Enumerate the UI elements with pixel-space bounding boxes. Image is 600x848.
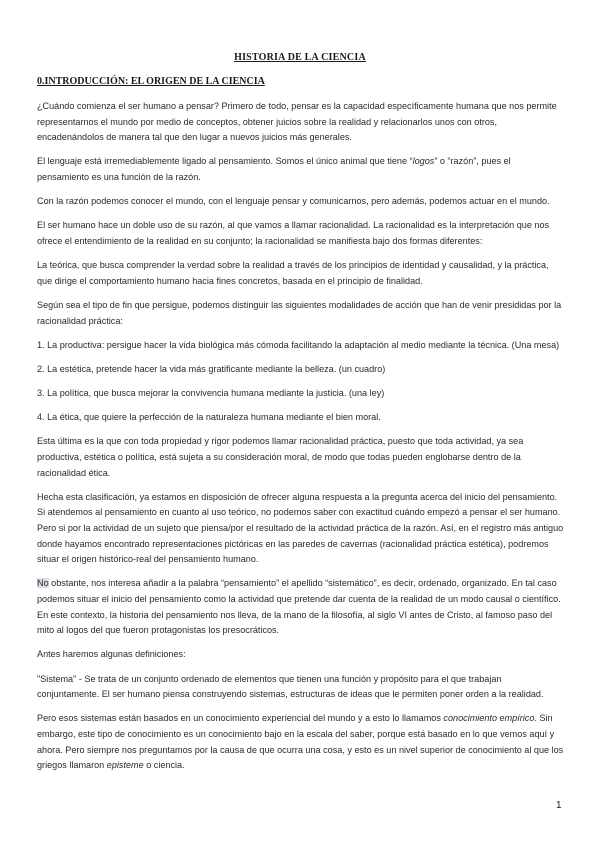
list-item: 4. La ética, que quiere la perfección de la naturaleza humana mediante el bien moral. <box>37 412 381 423</box>
emphasis-term: episteme <box>106 760 144 771</box>
paragraph: Según sea el tipo de fin que persigue, podemos distinguir las siguientes modalidades de acción que han de venir presididas por la racionalidad práctica: <box>37 299 562 326</box>
emphasis-term: conocimiento empírico <box>443 713 535 724</box>
paragraph: Esta última es la que con toda propiedad y rigor podemos llamar racionalidad práctica, puesto que toda actividad, ya sea productiva, estética o política, está sujeta a su consideración moral, de modo que todas pueden englobarse dentro de la racionalidad ética. <box>37 436 524 478</box>
paragraph: "Sistema" - Se trata de un conjunto ordenado de elementos que tienen una función y propósito para el que trabajan conjuntamente. El ser humano piensa construyendo sistemas, estructuras de ideas que le permiten poner orden a la realidad. <box>37 673 544 700</box>
document-title: HISTORIA DE LA CIENCIA <box>234 52 366 63</box>
text-highlight: No <box>37 578 49 589</box>
paragraph: Hecha esta clasificación, ya estamos en disposición de ofrecer alguna respuesta a la pregunta acerca del inicio del pensamiento. Si atendemos al pensamiento en cuanto al uso teórico, no podemos saber con exactitud cuándo empezó a pensar el ser humano. Pero si por la actividad de un sujeto que piensa/por el resultado de la actividad práctica de la razón. Así, en el registro más antiguo donde hayamos encontrado representaciones pictóricas en las paredes de cavernas (racionalidad práctica estética), podremos situar el origen histórico-real del pensamiento humano. <box>37 491 564 565</box>
page-number: 1 <box>556 800 562 811</box>
paragraph: El lenguaje está irremediablemente ligado al pensamiento. Somos el único animal que tiene “logos” o “razón”, pues el pensamiento es una función de la razón. <box>37 156 511 182</box>
paragraph: Con la razón podemos conocer el mundo, con el lenguaje pensar y comunicarnos, pero además, podemos actuar en el mundo. <box>37 196 550 207</box>
list-item: 2. La estética, pretende hacer la vida más gratificante mediante la belleza. (un cuadro) <box>37 363 386 374</box>
paragraph: No obstante, nos interesa añadir a la palabra “pensamiento” el apellido “sistemático”, es decir, ordenado, organizado. En tal caso podemos situar el inicio del pensamiento como la actividad que pretende dar cuenta de la realidad de un modo causal o científico. En este contexto, la historia del pensamiento nos lleva, de la mano de la filosofía, al siglo VI antes de Cristo, al famoso paso del mito al logos del que fueron protagonistas los presocráticos. <box>37 578 561 636</box>
document-body <box>37 99 564 782</box>
list-item: 1. La productiva: persigue hacer la vida biológica más cómoda facilitando la adaptación al medio mediante la técnica. (Una mesa) <box>37 339 560 350</box>
paragraph: Antes haremos algunas definiciones: <box>37 649 186 660</box>
paragraph: La teórica, que busca comprender la verdad sobre la realidad a través de los principios de identidad y causalidad, y la práctica, que dirige el comportamiento humano hacia fines concretos, basada en el principio de finalidad. <box>37 260 549 286</box>
paragraph: Pero esos sistemas están basados en un conocimiento experiencial del mundo y a esto lo llamamos conocimiento empírico. Sin embargo, este tipo de conocimiento es un conocimiento bajo en la escala del saber, porque está basado en lo que vemos aquí y ahora. Pero siempre nos preguntamos por la causa de que ocurra una cosa, y esto es un nivel superior de conocimiento al que los griegos llamaron episteme o ciencia. <box>37 713 564 771</box>
list-item: 3. La política, que busca mejorar la convivencia humana mediante la justicia. (una ley) <box>37 388 385 399</box>
section-heading: 0.INTRODUCCIÓN: EL ORIGEN DE LA CIENCIA <box>37 76 265 87</box>
logos-term: logos <box>412 156 435 167</box>
paragraph: El ser humano hace un doble uso de su razón, al que vamos a llamar racionalidad. La racionalidad es la interpretación que nos ofrece el entendimiento de la realidad en su conjunto; la racionalidad se manifiesta bajo dos formas diferentes: <box>37 220 550 246</box>
paragraph: ¿Cuándo comienza el ser humano a pensar? Primero de todo, pensar es la capacidad específicamente humana que nos permite representarnos el mundo por medio de conceptos, obtener juicios sobre la realidad y relacionarlos unos con otros, encadenándolos de manera tal que den lugar a nuevos juicios más generales. <box>37 101 557 143</box>
